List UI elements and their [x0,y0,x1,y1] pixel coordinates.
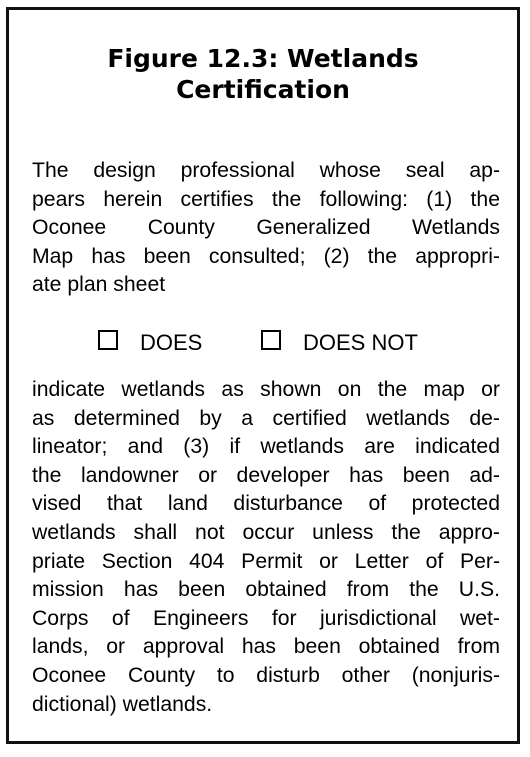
intro-line: The design professional whose seal ap- [32,159,500,182]
does-label: DOES [140,330,203,355]
does-not-option[interactable] [261,330,418,356]
body-line: dictional) wetlands. [32,692,213,716]
body-line: mission has been obtained from the U.S. [32,578,500,602]
intro-line: pears herein certifies the following: (1) the [32,187,500,211]
title-line-1: Figure 12.3: Wetlands [107,44,419,73]
does-options [9,330,517,360]
intro-line: ate plan sheet [32,273,166,297]
does-not-label: DOES NOT [303,330,418,355]
body-paragraph [32,376,500,719]
body-line: lineator; and (3) if wetlands are indicated [32,435,500,459]
body-line: indicate wetlands as shown on the map or [32,378,500,401]
intro-line: Map has been consulted; (2) the appropri- [32,244,500,268]
intro-line: Oconee County Generalized Wetlands [32,216,500,240]
does-not-checkbox[interactable] [261,330,281,350]
body-line: as determined by a certified wetlands de- [32,406,500,430]
body-line: priate Section 404 Permit or Letter of Per- [32,549,500,573]
body-line: wetlands shall not occur unless the appro- [32,520,500,544]
body-line: Oconee County to disturb other (nonjuris- [32,663,500,687]
body-line: lands, or approval has been obtained from [32,635,500,659]
body-line: the landowner or developer has been ad- [32,463,500,487]
intro-paragraph [32,157,500,300]
body-line: Corps of Engineers for jurisdictional wet- [32,606,500,630]
body-line: vised that land disturbance of protected [32,492,500,516]
does-checkbox[interactable] [98,330,118,350]
does-option[interactable] [98,330,202,356]
certification-box [6,7,520,744]
title-line-2: Certification [176,75,350,104]
figure-title [9,43,517,105]
